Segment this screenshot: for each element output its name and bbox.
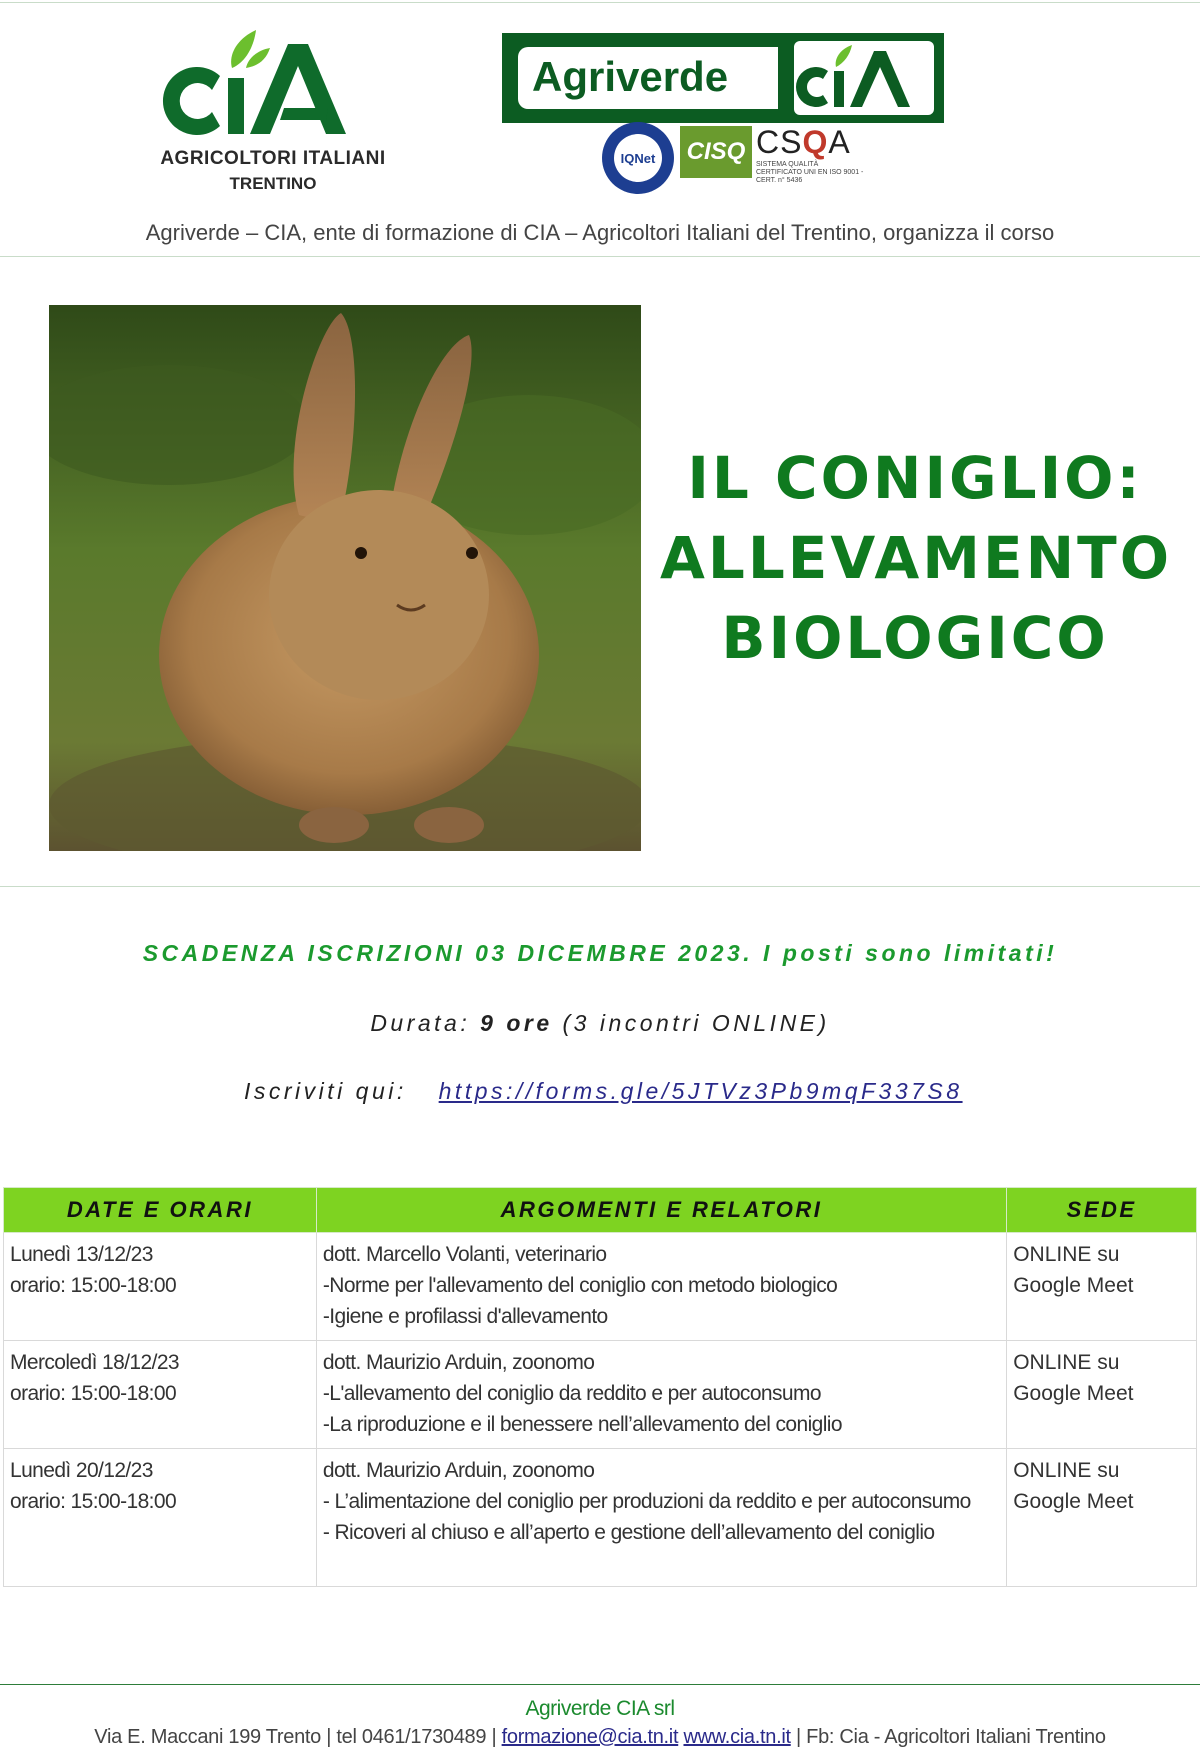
iqnet-certified-logo: IQNet <box>602 122 674 194</box>
intro-text: Agriverde – CIA, ente di formazione di CIA – Agricoltori Italiani del Trentino, organizza il corso <box>145 220 1055 245</box>
footer-company: Agriverde CIA srl <box>525 1697 675 1720</box>
footer-website-link[interactable]: www.cia.tn.it <box>683 1726 791 1748</box>
footer-address: Via E. Maccani 199 Trento | tel 0461/1730489 | <box>94 1726 497 1748</box>
topics-cell: dott. Maurizio Arduin, zoonomo -L'allevamento del coniglio da reddito e per autoconsumo -La riproduzione e il benessere nell’allevamento del coniglio <box>316 1341 1006 1449</box>
footer-email-link[interactable]: formazione@cia.tn.it <box>501 1726 679 1748</box>
iscriviti-label: Iscriviti qui: <box>244 1078 407 1104</box>
date-cell: Lunedì 13/12/23 orario: 15:00-18:00 <box>4 1233 317 1341</box>
rabbit-photo <box>49 305 641 851</box>
cisq-logo: CISQ <box>680 126 752 178</box>
cia-logo-line1: AGRICOLTORI ITALIANI <box>160 148 386 169</box>
table-header-row <box>4 1188 1197 1233</box>
header-venue: SEDE <box>1007 1188 1197 1233</box>
topics-cell: dott. Maurizio Arduin, zoonomo - L’alimentazione del coniglio per produzioni da reddito e per autoconsumo - Ricoveri al chiuso e all’aperto e gestione dell’allevamento del coniglio <box>316 1449 1006 1587</box>
date-cell: Lunedì 20/12/23 orario: 15:00-18:00 <box>4 1449 317 1587</box>
durata-label: Durata: <box>370 1010 471 1036</box>
cia-logo-line2: TRENTINO <box>229 174 317 193</box>
venue-cell: ONLINE su Google Meet <box>1007 1449 1197 1587</box>
agriverde-logo-text: Agriverde <box>532 53 729 100</box>
registration-link[interactable]: https://forms.gle/5JTVz3Pb9mqF337S8 <box>438 1078 963 1104</box>
csqa-logo: CSQA SISTEMA QUALITÀ CERTIFICATO UNI EN ISO 9001 - CERT. n° 5436 <box>756 124 864 184</box>
table-row <box>4 1341 1197 1449</box>
table-row <box>4 1449 1197 1587</box>
durata-value: 9 ore <box>480 1010 553 1036</box>
footer-contacts <box>0 1726 1200 1749</box>
course-title-line1: IL CONIGLIO: <box>687 444 1143 512</box>
venue-cell: ONLINE su Google Meet <box>1007 1341 1197 1449</box>
footer-facebook: | Fb: Cia - Agricoltori Italiani Trentino <box>796 1726 1106 1748</box>
topics-cell: dott. Marcello Volanti, veterinario -Norme per l'allevamento del coniglio con metodo biologico -Igiene e profilassi d'allevamento <box>316 1233 1006 1341</box>
durata-extra: (3 incontri ONLINE) <box>562 1010 830 1036</box>
date-cell: Mercoledì 18/12/23 orario: 15:00-18:00 <box>4 1341 317 1449</box>
agriverde-cia-mark <box>794 41 934 115</box>
course-duration <box>0 1010 1200 1037</box>
course-title-line3: BIOLOGICO <box>721 604 1109 672</box>
course-title-line2: ALLEVAMENTO <box>660 524 1173 592</box>
schedule-table <box>3 1187 1197 1587</box>
certification-logos <box>602 120 862 196</box>
cia-logo-mark <box>158 24 388 144</box>
cia-logo <box>158 24 388 200</box>
registration-deadline: SCADENZA ISCRIZIONI 03 DICEMBRE 2023. I posti sono limitati! <box>142 940 1058 966</box>
header-date: DATE E ORARI <box>4 1188 317 1233</box>
course-title <box>660 438 1173 678</box>
registration-line <box>244 1078 963 1105</box>
header-topics: ARGOMENTI E RELATORI <box>316 1188 1006 1233</box>
table-row <box>4 1233 1197 1341</box>
venue-cell: ONLINE su Google Meet <box>1007 1233 1197 1341</box>
agriverde-logo <box>502 33 944 123</box>
